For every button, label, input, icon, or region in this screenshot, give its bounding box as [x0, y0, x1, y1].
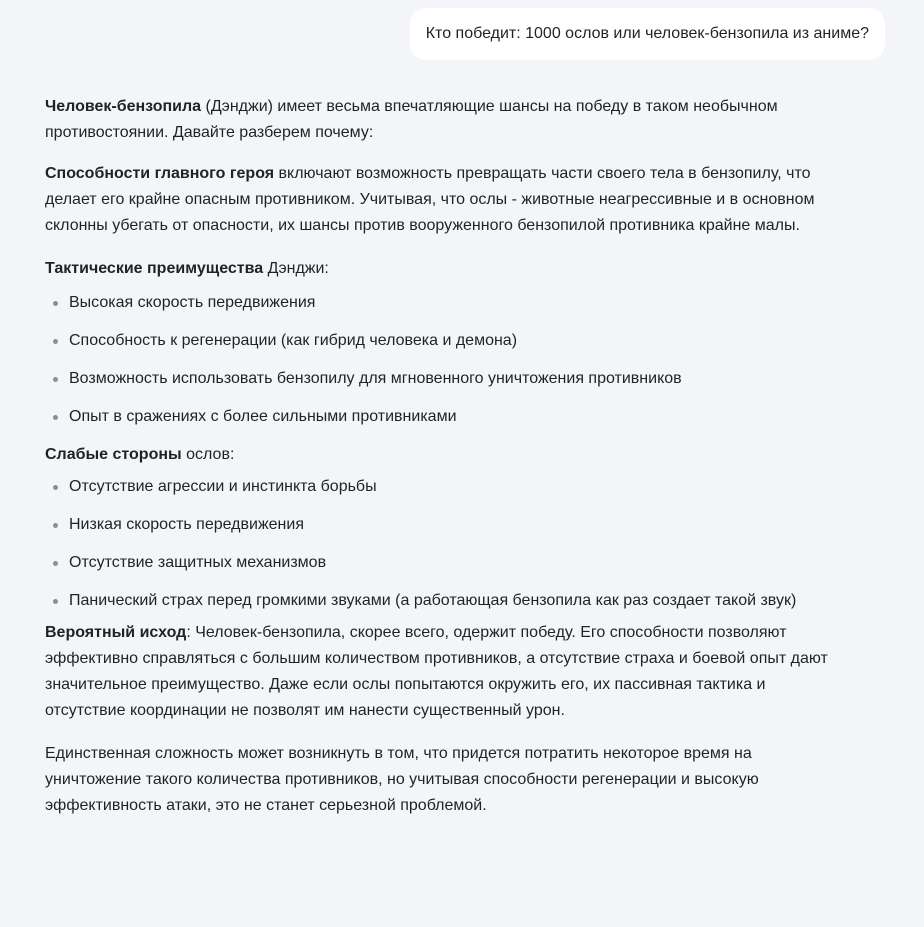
answer-text: Единственная сложность может возникнуть в том, что придется потратить некоторое время на уничтожение такого количества противников, но учитывая способности регенерации и высокую эффективность атаки, это не станет серьезной проблемой. — [45, 745, 759, 814]
answer-text: Дэнджи: — [263, 260, 329, 277]
list-item — [45, 588, 809, 614]
list-item — [45, 512, 845, 538]
answer-paragraph-outcome — [45, 620, 835, 724]
user-message-bubble — [410, 8, 885, 60]
answer-paragraph-abilities — [45, 161, 845, 239]
answer-paragraph-intro — [45, 94, 845, 146]
answer-text: (Дэнджи) имеет весьма впечатляющие шансы на победу в таком необычном противостоянии. Давайте разберем почему: — [45, 98, 778, 141]
bullet-dot-icon — [53, 561, 58, 566]
list-item-text: Отсутствие агрессии и инстинкта борьбы — [69, 478, 377, 495]
list-item-text: Панический страх перед громкими звуками (а работающая бензопила как раз создает такой звук) — [69, 592, 797, 609]
list-item-text: Низкая скорость передвижения — [69, 516, 304, 533]
bullet-dot-icon — [53, 301, 58, 306]
answer-text: включают возможность превращать части своего тела в бензопилу, что делает его крайне опасным противником. Учитывая, что ослы - животные неагрессивные и в основном склонны убегать от опасности, их шансы против вооруженного бензопилой противника крайне малы. — [45, 165, 815, 234]
answer-paragraph-advantages — [45, 256, 845, 282]
list-item-text: Высокая скорость передвижения — [69, 294, 316, 311]
answer-bold-term: Способности главного героя — [45, 165, 275, 182]
user-message-text: Кто победит: 1000 ослов или человек-бензопила из аниме? — [425, 25, 869, 42]
list-item — [45, 328, 845, 354]
answer-paragraph-conclusion — [45, 741, 845, 819]
bullet-dot-icon — [53, 339, 58, 344]
bullet-dot-icon — [53, 377, 58, 382]
list-item-text: Отсутствие защитных механизмов — [69, 554, 327, 571]
advantages-list — [45, 290, 845, 430]
list-item-text: Опыт в сражениях с более сильными противниками — [69, 408, 457, 425]
list-item — [45, 290, 845, 316]
bullet-dot-icon — [53, 485, 58, 490]
assistant-answer — [45, 94, 845, 819]
answer-bold-term: Вероятный исход — [45, 624, 187, 641]
answer-bold-term: Тактические преимущества — [45, 260, 264, 277]
list-item-text: Возможность использовать бензопилу для мгновенного уничтожения противников — [69, 370, 682, 387]
answer-bold-term: Человек-бензопила — [45, 98, 202, 115]
list-item — [45, 550, 845, 576]
answer-text: : Человек-бензопила, скорее всего, одержит победу. Его способности позволяют эффективно справляться с большим количеством противников, а отсутствие страха и боевой опыт дают значительное преимущество. Даже если ослы попытаются окружить его, их пассивная тактика и отсутствие координации не позволят им нанести существенный урон. — [45, 624, 828, 719]
answer-paragraph-weaknesses — [45, 442, 845, 468]
bullet-dot-icon — [53, 415, 58, 420]
answer-text: ослов: — [181, 446, 235, 463]
list-item — [45, 366, 845, 392]
list-item — [45, 404, 845, 430]
list-item-text: Способность к регенерации (как гибрид человека и демона) — [69, 332, 518, 349]
list-item — [45, 474, 845, 500]
weaknesses-list — [45, 474, 845, 614]
bullet-dot-icon — [53, 523, 58, 528]
bullet-dot-icon — [53, 599, 58, 604]
answer-bold-term: Слабые стороны — [45, 446, 182, 463]
